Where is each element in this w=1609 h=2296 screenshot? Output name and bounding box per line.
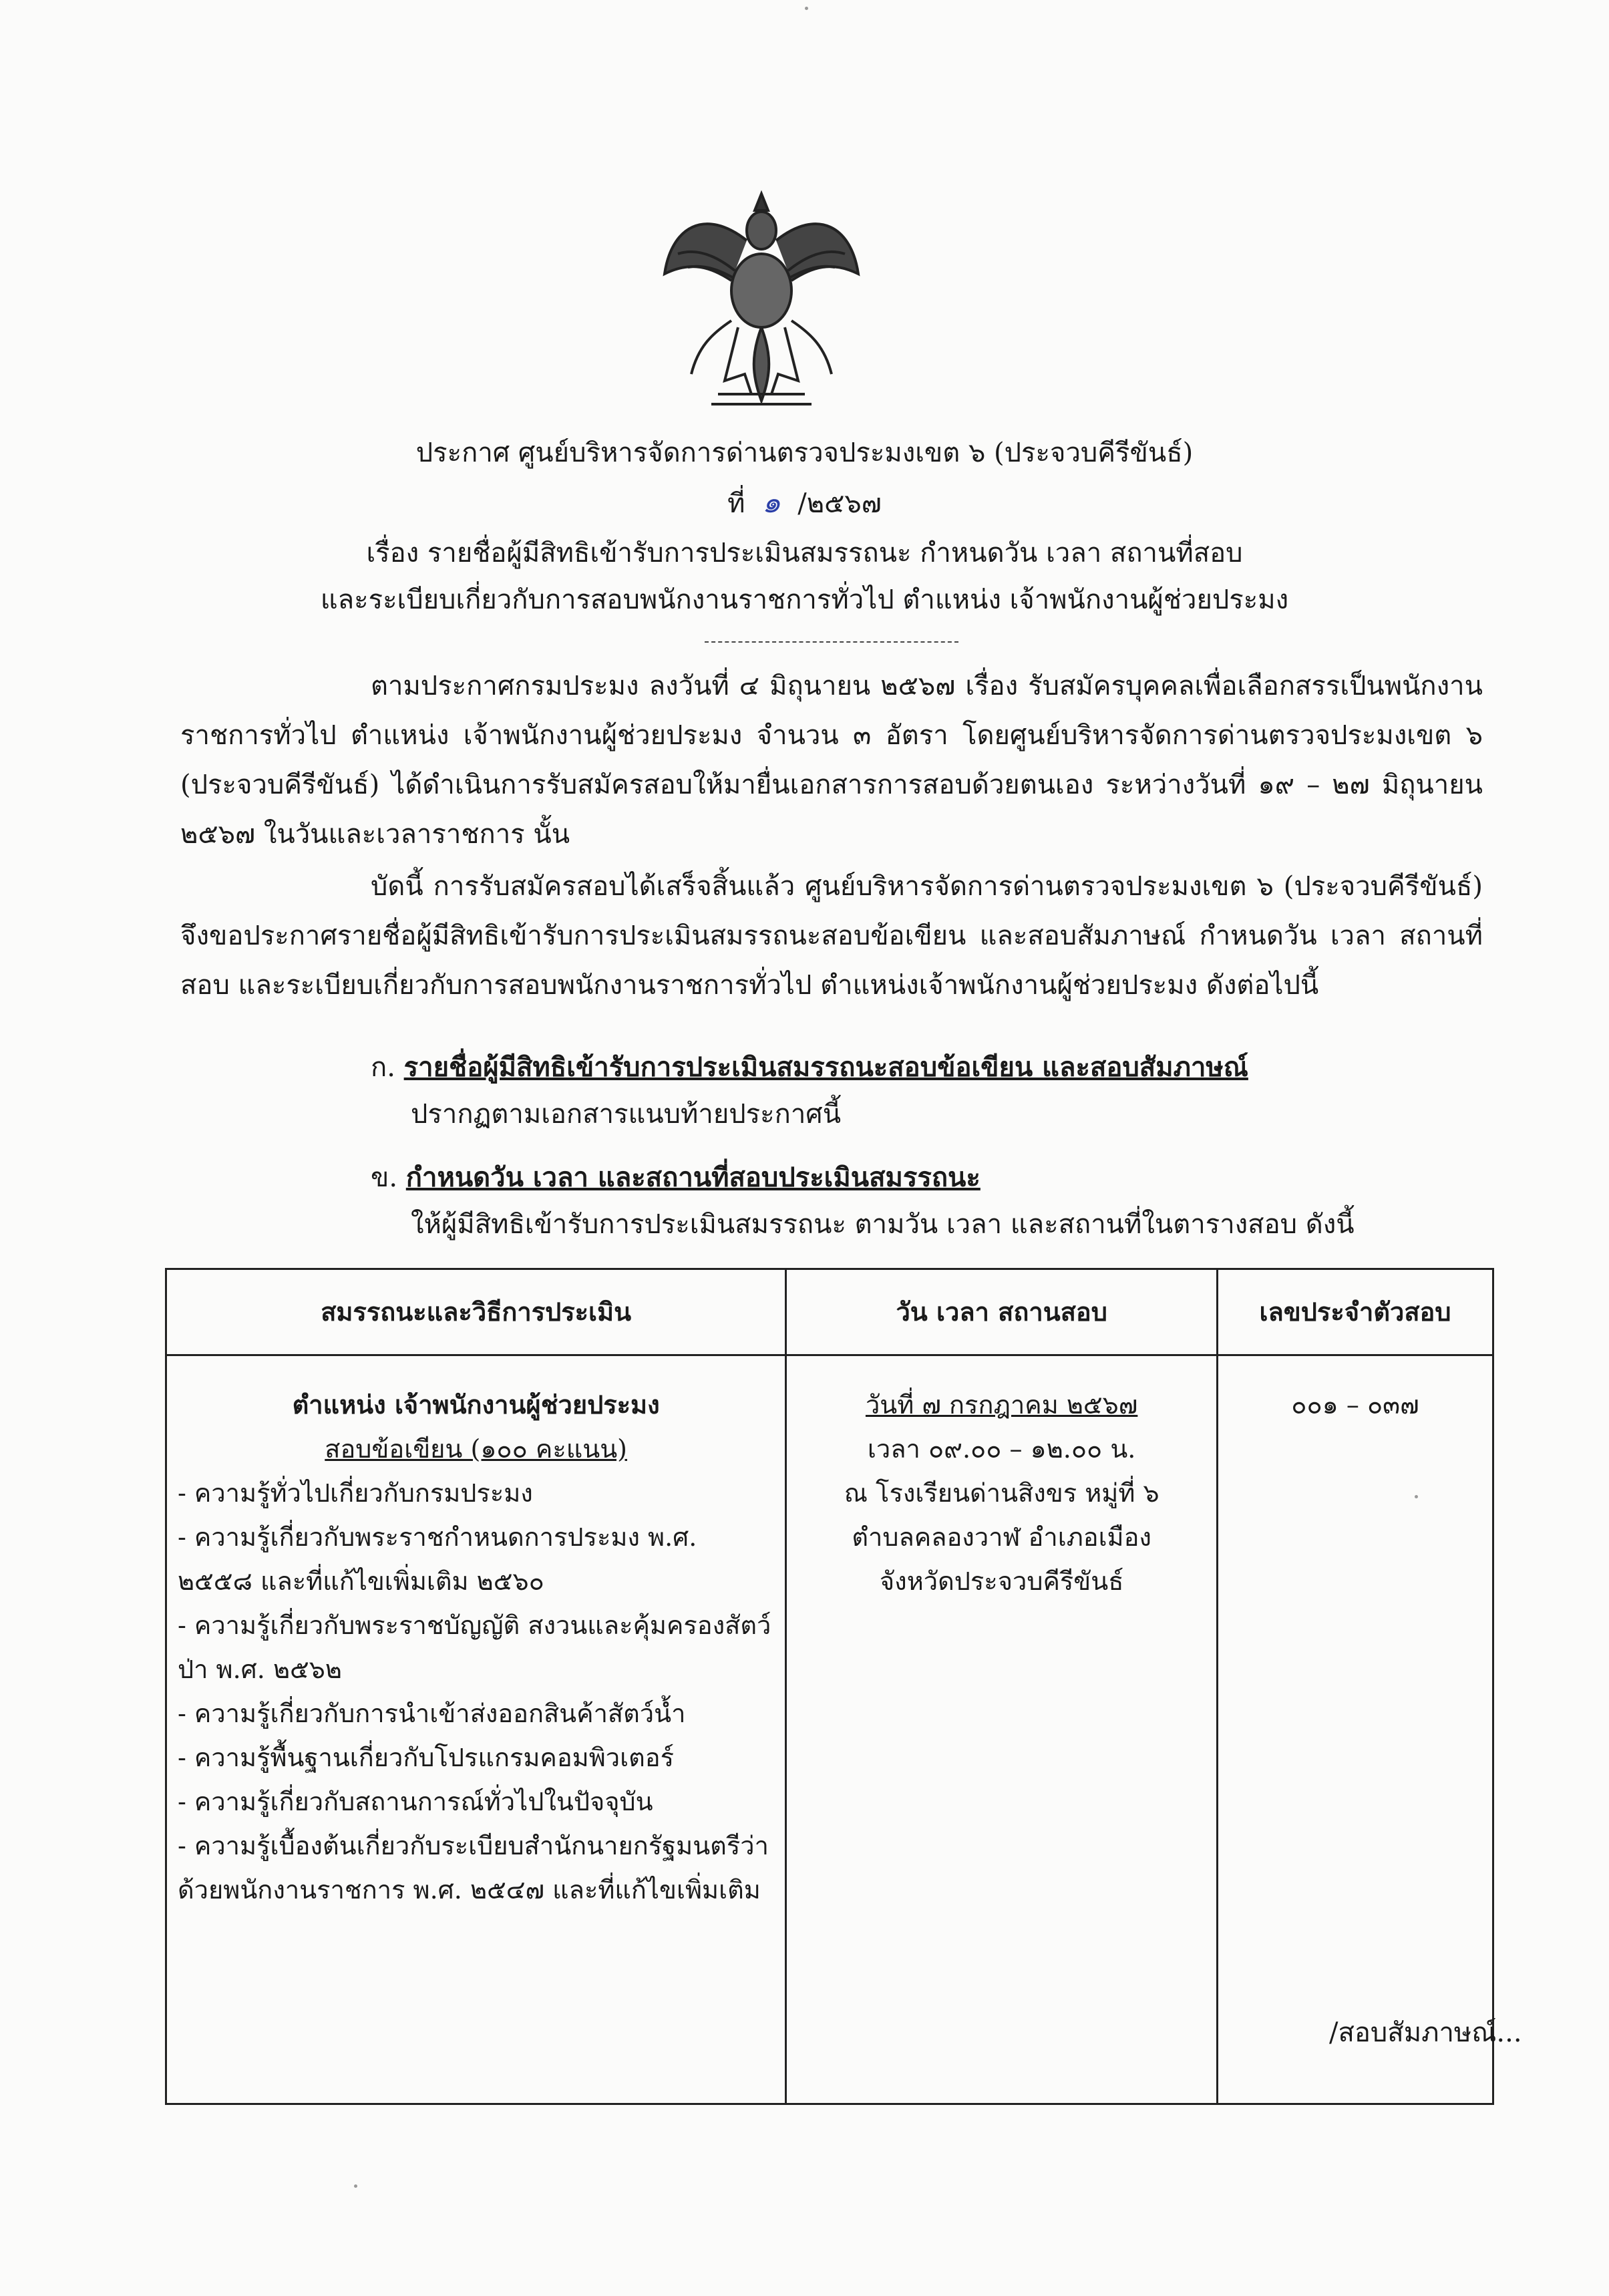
topic-item: - ความรู้เกี่ยวกับพระราชบัญญัติ สงวนและคุ้มครองสัตว์ป่า พ.ศ. ๒๕๖๒ — [178, 1611, 771, 1684]
number-handwritten: ๑ — [761, 486, 781, 520]
item-b-prefix: ข. — [371, 1162, 398, 1193]
divider-line — [705, 641, 958, 643]
announcement-number — [0, 484, 1609, 522]
scan-speck — [354, 2184, 357, 2188]
topic-item: - ความรู้เกี่ยวกับพระราชกำหนดการประมง พ.ศ. ๒๕๕๘ และที่แก้ไขเพิ่มเติม ๒๕๖๐ — [178, 1522, 697, 1596]
announcement-title: ประกาศ ศูนย์บริหารจัดการด่านตรวจประมงเขต ๖ (ประจวบคีรีขันธ์) — [415, 438, 1194, 468]
exam-id-cell — [1218, 1355, 1493, 2104]
item-a-text: ปรากฏตามเอกสารแนบท้ายประกาศนี้ — [411, 1099, 842, 1130]
scan-speck — [1415, 1495, 1418, 1498]
exam-type: สอบข้อเขียน (๑๐๐ คะแนน) — [325, 1434, 627, 1464]
exam-time: เวลา ๐๙.๐๐ – ๑๒.๐๐ น. — [867, 1434, 1136, 1464]
venue-line-1: ณ โรงเรียนด่านสิงขร หมู่ที่ ๖ — [844, 1478, 1159, 1508]
competency-cell — [166, 1355, 786, 2104]
table-row — [166, 1355, 1493, 2104]
topic-item: - ความรู้เกี่ยวกับการนำเข้าส่งออกสินค้าสัตว์น้ำ — [178, 1699, 686, 1728]
item-b-title: กำหนดวัน เวลา และสถานที่สอบประเมินสมรรถนะ — [405, 1162, 980, 1193]
position-title: ตำแหน่ง เจ้าพนักงานผู้ช่วยประมง — [292, 1389, 660, 1420]
item-b-text: ให้ผู้มีสิทธิเข้ารับการประเมินสมรรถนะ ตามวัน เวลา และสถานที่ในตารางสอบ ดังนี้ — [411, 1209, 1355, 1240]
exam-date: วันที่ ๗ กรกฎาคม ๒๕๖๗ — [865, 1390, 1138, 1420]
subject-line-2: และระเบียบเกี่ยวกับการสอบพนักงานราชการทั่วไป ตำแหน่ง เจ้าพนักงานผู้ช่วยประมง — [320, 585, 1289, 615]
table-header-row — [166, 1269, 1493, 1355]
paragraph-1: ตามประกาศกรมประมง ลงวันที่ ๔ มิถุนายน ๒๕๖๗ เรื่อง รับสมัครบุคคลเพื่อเลือกสรรเป็นพนักงานราชการทั่วไป ตำแหน่ง เจ้าพนักงานผู้ช่วยประมง จำนวน ๓ อัตรา โดยศูนย์บริหารจัดการด่านตรวจประมงเขต ๖ (ประจวบคีรีขันธ์) ได้ดำเนินการรับสมัครสอบให้มายื่นเอกสารการสอบด้วยตนเอง ระหว่างวันที่ ๑๙ – ๒๗ มิถุนายน ๒๕๖๗ ในวันและเวลาราชการ นั้น — [180, 671, 1483, 850]
datetime-venue-cell — [786, 1355, 1218, 2104]
venue-line-3: จังหวัดประจวบคีรีขันธ์ — [879, 1567, 1124, 1596]
scan-speck — [805, 7, 808, 10]
header-datetime-venue: วัน เวลา สถานสอบ — [786, 1269, 1218, 1355]
topic-item: - ความรู้เกี่ยวกับสถานการณ์ทั่วไปในปัจจุบัน — [178, 1787, 653, 1816]
item-a-title: รายชื่อผู้มีสิทธิเข้ารับการประเมินสมรรถนะสอบข้อเขียน และสอบสัมภาษณ์ — [403, 1051, 1248, 1083]
venue-line-2: ตำบลคลองวาฬ อำเภอเมือง — [852, 1522, 1151, 1552]
number-suffix: /๒๕๖๗ — [797, 488, 882, 519]
exam-id-range: ๐๐๑ – ๐๓๗ — [1291, 1390, 1419, 1420]
subject-line-1: เรื่อง รายชื่อผู้มีสิทธิเข้ารับการประเมินสมรรถนะ กำหนดวัน เวลา สถานที่สอบ — [366, 538, 1243, 568]
header-exam-id: เลขประจำตัวสอบ — [1218, 1269, 1493, 1355]
item-a-heading — [371, 1049, 1248, 1086]
continuation-note: /สอบสัมภาษณ์... — [1329, 2017, 1522, 2048]
topic-item: - ความรู้เบื้องต้นเกี่ยวกับระเบียบสำนักนายกรัฐมนตรีว่าด้วยพนักงานราชการ พ.ศ. ๒๕๔๗ และที่แก้ไขเพิ่มเติม — [178, 1831, 769, 1905]
item-a-prefix: ก. — [371, 1052, 395, 1083]
exam-schedule-table — [165, 1268, 1494, 2105]
garuda-emblem-icon — [658, 180, 865, 414]
topic-item: - ความรู้ทั่วไปเกี่ยวกับกรมประมง — [178, 1478, 533, 1508]
paragraph-2: บัดนี้ การรับสมัครสอบได้เสร็จสิ้นแล้ว ศูนย์บริหารจัดการด่านตรวจประมงเขต ๖ (ประจวบคีรีขันธ์) จึงขอประกาศรายชื่อผู้มีสิทธิเข้ารับการประเมินสมรรถนะสอบข้อเขียน และสอบสัมภาษณ์ กำหนดวัน เวลา สถานที่สอบ และระเบียบเกี่ยวกับการสอบพนักงานราชการทั่วไป ตำแหน่งเจ้าพนักงานผู้ช่วยประมง ดังต่อไปนี้ — [180, 871, 1483, 1001]
header-competency: สมรรถนะและวิธีการประเมิน — [166, 1269, 786, 1355]
number-prefix: ที่ — [727, 488, 745, 519]
topic-item: - ความรู้พื้นฐานเกี่ยวกับโปรแกรมคอมพิวเตอร์ — [178, 1743, 674, 1772]
item-b-heading — [371, 1159, 980, 1196]
